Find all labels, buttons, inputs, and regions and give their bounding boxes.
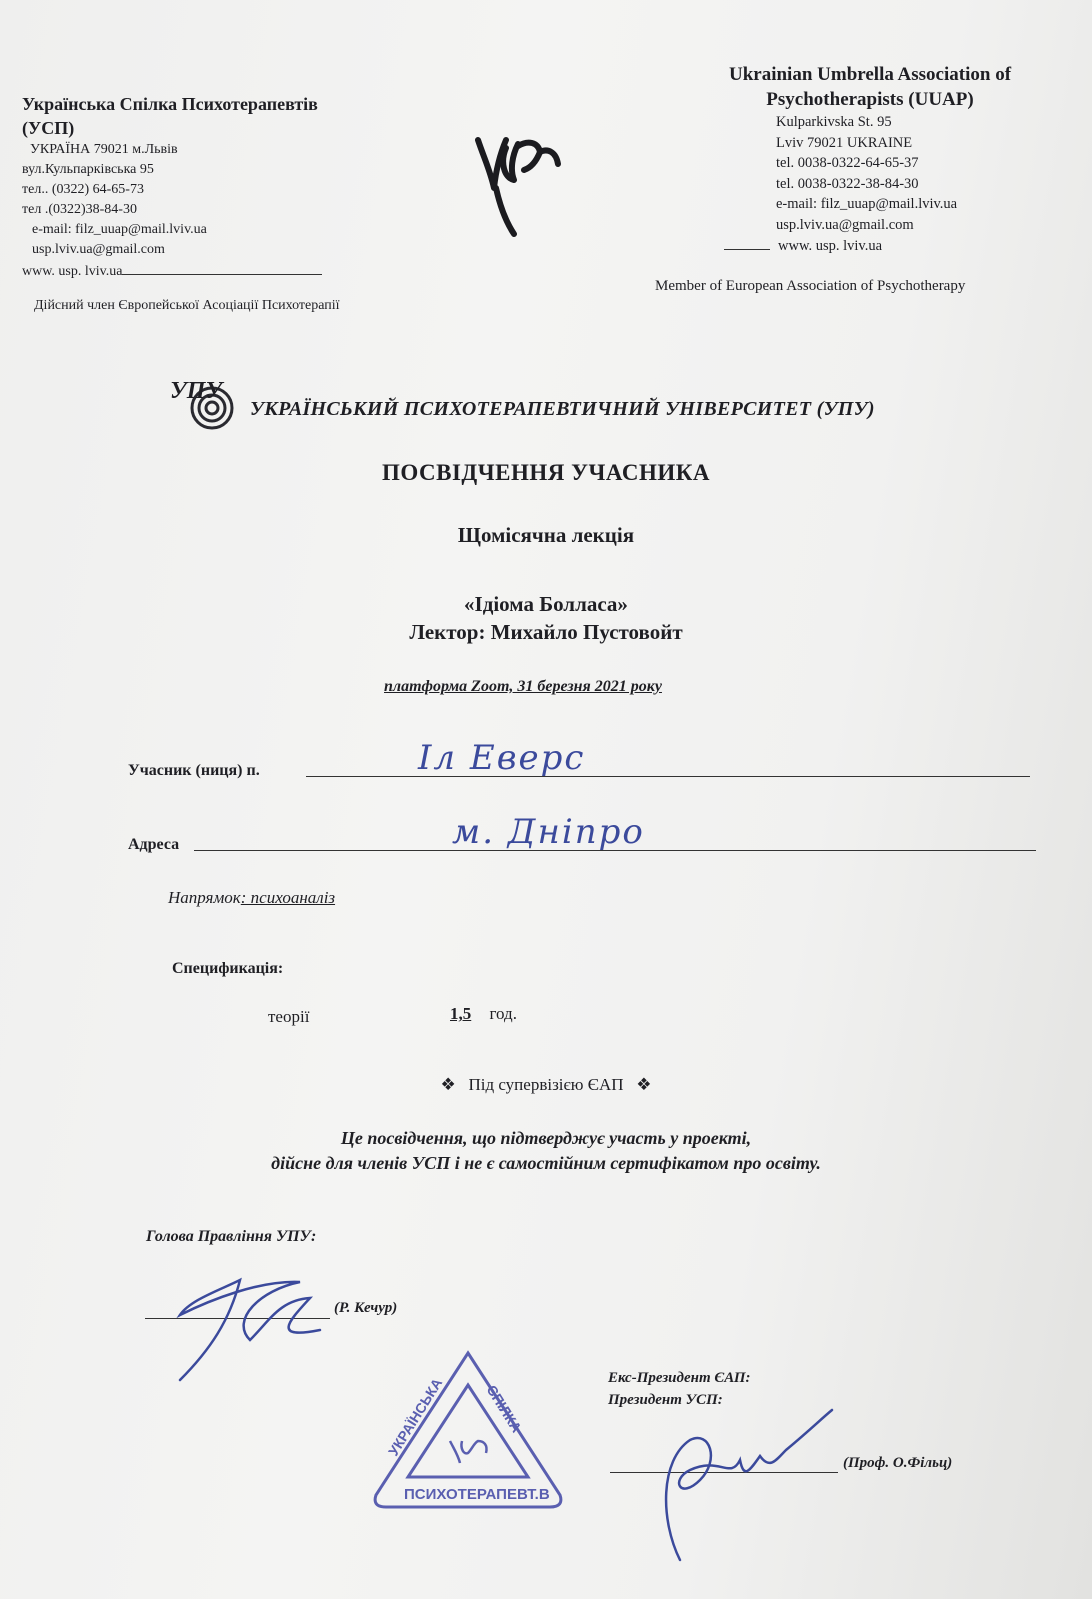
participant-label: Учасник (ниця) п. [128, 762, 260, 779]
phone-ua-1: тел.. (0322) 64-65-73 [22, 182, 144, 197]
address-ua-line2: вул.Кульпарківська 95 [22, 162, 154, 177]
participant-handwritten: Іл Еверс [418, 738, 586, 778]
membership-en: Member of European Association of Psychotherapy [655, 278, 966, 294]
membership-ua: Дійсний член Європейської Асоціації Психотерапії [34, 298, 340, 313]
stamp-text-right: СПІЛКА [483, 1382, 525, 1436]
upu-logo [168, 368, 242, 439]
direction-value: : психоаналіз [240, 888, 336, 907]
president-name: (Проф. О.Фільц) [843, 1455, 953, 1471]
phone-ua-2: тел .(0322)38-84-30 [22, 202, 137, 217]
stamp-text-bottom: ПСИХОТЕРАПЕВТ.В [404, 1486, 550, 1503]
note-line1: Це посвідчення, що підтверджує участь у проекті, [340, 1128, 752, 1148]
topic-block [0, 590, 1092, 646]
stamp-triangle-icon [368, 1345, 568, 1515]
board-head-title: Голова Правління УПУ: [146, 1228, 317, 1245]
diamond-bullet-icon: ❖ [440, 1075, 456, 1094]
signature-icon [620, 1400, 840, 1570]
header-left [22, 92, 442, 282]
diamond-bullet-icon: ❖ [636, 1075, 652, 1094]
theory-label: теорії [268, 1007, 310, 1026]
certificate-title: ПОСВІДЧЕННЯ УЧАСНИКА [381, 460, 711, 485]
website-underline [122, 260, 322, 275]
usp-logo [470, 118, 570, 243]
supervision-row [0, 1075, 1092, 1095]
phone-en-2: tel. 0038-0322-38-84-30 [776, 175, 919, 192]
upu-spiral-icon [168, 368, 242, 434]
address-en-line2: Lviv 79021 UKRAINE [776, 134, 913, 151]
supervision-text: Під супервізією ЄАП [468, 1075, 624, 1094]
lecture-topic: «Ідіома Болласа» [464, 592, 628, 616]
lecturer: Лектор: Михайло Пустовойт [409, 620, 683, 644]
org-name-ua: Українська Спілка Психотерапевтів [22, 94, 318, 114]
email-ua-1: e-mail: filz_uuap@mail.lviv.ua [32, 222, 207, 237]
board-head-name: (Р. Кечур) [334, 1300, 398, 1316]
website-ua: www. usp. lviv.ua [22, 264, 123, 279]
website-ua-row [22, 260, 442, 282]
website-en-stub [724, 235, 770, 250]
address-label: Адреса [128, 836, 180, 853]
email-en-2: usp.lviv.ua@gmail.com [776, 216, 914, 233]
stamp-center-mark [450, 1441, 487, 1463]
signature-filts [620, 1400, 840, 1575]
website-en: www. usp. lviv.ua [778, 238, 883, 254]
note-line2: дійсне для членів УСП і не є самостійним сертифікатом про освіту. [271, 1153, 821, 1173]
specification-label: Спецификація: [172, 960, 284, 977]
platform-date: платформа Zoom, 31 березня 2021 року [384, 678, 662, 695]
email-ua-2: usp.lviv.ua@gmail.com [32, 242, 165, 257]
address-ua-line1: УКРАЇНА 79021 м.Львів [30, 142, 178, 157]
org-name-en-line2: Psychotherapists (UUAP) [766, 89, 974, 110]
hours-row [430, 1004, 517, 1024]
upu-logo-text: УПУ [170, 378, 223, 404]
stamp-text-left: УКРАЇНСЬКА [384, 1375, 446, 1459]
usp-logo-icon [470, 118, 570, 238]
participant-line [306, 776, 1030, 777]
direction-row [168, 888, 335, 908]
usp-stamp [368, 1345, 568, 1520]
hours-unit: год. [489, 1004, 517, 1023]
direction-label: Напрямок [168, 888, 241, 907]
hours-value: 1,5 [450, 1004, 472, 1023]
event-type: Щомісячна лекція [457, 523, 635, 547]
header-right [690, 62, 1050, 257]
address-handwritten: м. Дніпро [452, 812, 645, 852]
website-en-row [690, 235, 1050, 257]
org-abbr-ua: (УСП) [22, 118, 75, 138]
phone-en-1: tel. 0038-0322-64-65-37 [776, 155, 919, 171]
address-en-line1: Kulparkivska St. 95 [776, 114, 892, 130]
university-name: УКРАЇНСЬКИЙ ПСИХОТЕРАПЕВТИЧНИЙ УНІВЕРСИТЕТ (УПУ) [250, 398, 875, 420]
certificate-note [0, 1126, 1092, 1176]
ex-president-title: Екс-Президент ЄАП: [608, 1370, 751, 1386]
org-name-en-line1: Ukrainian Umbrella Association of [728, 64, 1012, 85]
president-title: Президент УСП: [608, 1392, 723, 1408]
signature-kechur [140, 1260, 340, 1395]
signature-icon [140, 1260, 340, 1390]
email-en-1: e-mail: filz_uuap@mail.lviv.ua [776, 196, 958, 212]
